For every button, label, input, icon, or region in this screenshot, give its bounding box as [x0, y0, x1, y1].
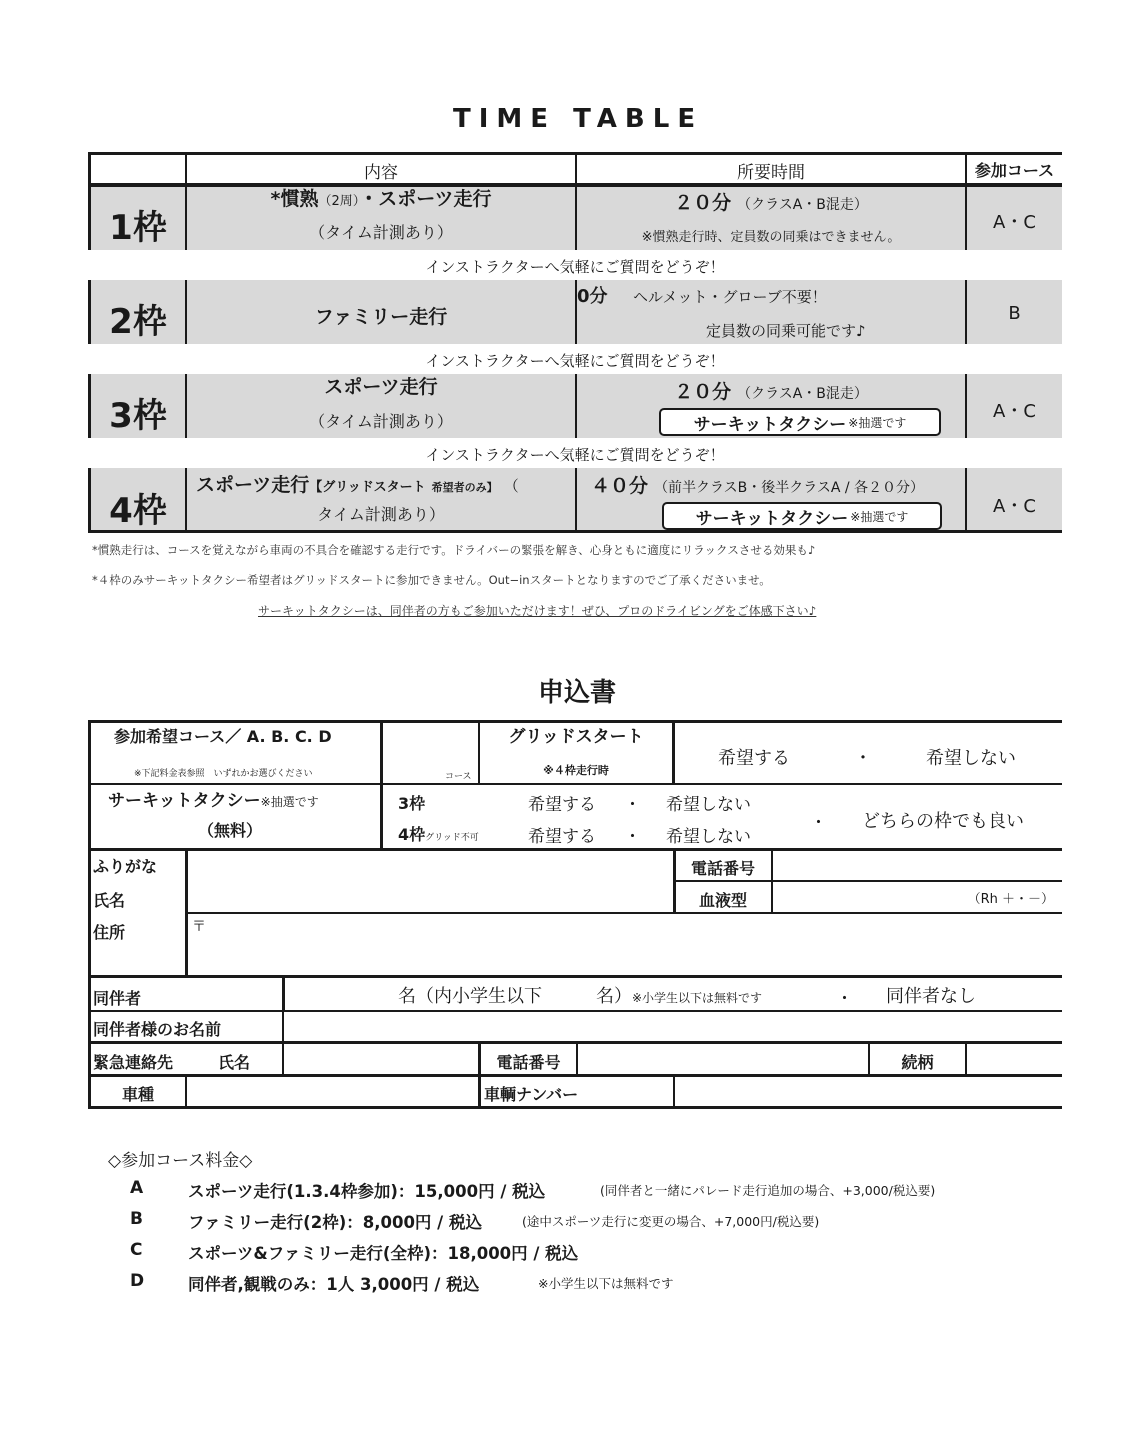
row-1-content-main: *慣熟（2周）・スポーツ走行 [270, 188, 492, 210]
phone-label: 電話番号 [690, 859, 755, 878]
relation-label: 続柄 [901, 1053, 934, 1072]
row-4-content-main: スポーツ走行【グリッドスタート 希望者のみ】 （ [196, 474, 519, 496]
companion-label: 同伴者 [93, 989, 142, 1008]
relation-input[interactable] [967, 1044, 1062, 1074]
fee-text: スポーツ&ファミリー走行(全枠)：18,000円 / 税込 [188, 1244, 579, 1263]
row-4-course: A・C [993, 496, 1036, 517]
taxi-slot4-dot: ・ [624, 827, 641, 847]
fee-text: ファミリー走行(2枠)：8,000円 / 税込 [188, 1213, 482, 1232]
row-3-content-main: スポーツ走行 [324, 376, 438, 398]
row-3-duration: ２０分 （クラスA・B混走） [674, 381, 868, 403]
address-input[interactable] [188, 914, 1062, 975]
row-2-content-main: ファミリー走行 [314, 306, 448, 328]
separator-1: インストラクターへ気軽にご質問をどうぞ！ [425, 258, 725, 276]
separator-3: インストラクターへ気軽にご質問をどうぞ！ [425, 446, 725, 464]
fee-key: A [130, 1178, 144, 1198]
row-3-taxi-badge: サーキットタクシー ※抽選です [659, 408, 941, 436]
course-note: ※下記料金表参照 いずれかお選びください [134, 769, 313, 779]
separator-2: インストラクターへ気軽にご質問をどうぞ！ [425, 352, 725, 370]
row-2-course: B [1008, 303, 1021, 324]
blood-input[interactable] [773, 882, 1062, 912]
timetable-title: TIME TABLE [453, 104, 704, 134]
course-unit: コース [445, 772, 472, 782]
postal-mark: 〒 [192, 919, 206, 935]
taxi-slot3-yes[interactable]: 希望する [528, 795, 596, 815]
phone-input[interactable] [773, 851, 1062, 880]
name-input[interactable] [188, 851, 672, 912]
row-3-course: A・C [993, 401, 1036, 422]
taxi-label-group: サーキットタクシー※抽選です [108, 791, 319, 811]
companion-dot: ・ [836, 989, 853, 1009]
row-1-duration-sub: ※慣熟走行時、定員数の同乗はできません。 [641, 230, 901, 245]
header-content: 内容 [364, 163, 398, 183]
car-number-label: 車輌ナンバー [484, 1085, 579, 1104]
slot-4-label: 4枠 [109, 491, 167, 531]
taxi-slot3-label: 3枠 [398, 794, 426, 813]
slot-3-label: 3枠 [109, 396, 167, 436]
taxi-slot4-no[interactable]: 希望しない [666, 827, 751, 847]
fee-key: C [130, 1240, 143, 1260]
companion-count-input[interactable]: 名（内小学生以下 名）※小学生以下は無料です [398, 986, 763, 1007]
grid-start-label: グリッドスタート [508, 727, 644, 747]
form-title: 申込書 [538, 678, 617, 708]
car-label: 車種 [121, 1085, 154, 1104]
grid-start-note: ※４枠走行時 [543, 764, 609, 777]
car-number-input[interactable] [676, 1077, 1062, 1106]
blood-label: 血液型 [698, 891, 747, 910]
taxi-either-option[interactable]: どちらの枠でも良い [862, 811, 1024, 832]
emergency-label: 緊急連絡先 [93, 1053, 174, 1072]
note-1: *慣熟走行は、コースを覚えながら車両の不具合を確認する走行です。ドライバーの緊張を解き、心身ともに適度にリラックスさせる効果も♪ [92, 543, 816, 557]
application-form [88, 720, 1062, 1110]
slot-2-label: 2枠 [109, 302, 167, 342]
taxi-slot3-no[interactable]: 希望しない [666, 795, 751, 815]
row-1-duration: ２０分 （クラスA・B混走） [674, 192, 868, 214]
timetable [88, 152, 1062, 534]
car-input[interactable] [188, 1077, 478, 1106]
taxi-either-dot: ・ [810, 813, 827, 833]
emergency-name-label: 氏名 [217, 1053, 250, 1072]
row-1-content-sub: （タイム計測あり） [309, 223, 453, 242]
fee-note: (途中スポーツ走行に変更の場合、+7,000円/税込要) [522, 1214, 820, 1229]
emergency-phone-label: 電話番号 [496, 1053, 561, 1072]
note-2: *４枠のみサーキットタクシー希望者はグリッドスタートに参加できません。Out−inスタートとなりますのでご了承くださいませ。 [92, 573, 771, 587]
furigana-label: ふりがな [93, 857, 158, 876]
rh-label: （Rh ＋・－） [967, 892, 1054, 907]
companion-name-input[interactable] [285, 1012, 1062, 1041]
course-label: 参加希望コース／ A. B. C. D [114, 727, 332, 746]
address-label: 住所 [93, 923, 126, 942]
taxi-slot4-label: 4枠グリッド不可 [398, 825, 479, 844]
row-2-duration-sub: 定員数の同乗可能です♪ [706, 322, 866, 340]
taxi-free-label: （無料） [198, 821, 263, 840]
course-input[interactable] [383, 723, 478, 783]
taxi-slot3-dot: ・ [624, 795, 641, 815]
note-3: サーキットタクシーは、同伴者の方もご参加いただけます！ぜひ、プロのドライビングをご体感下さい♪ [258, 604, 817, 618]
slot-1-label: 1枠 [109, 208, 167, 248]
fee-text: スポーツ走行(1.3.4枠参加)：15,000円 / 税込 [188, 1182, 546, 1201]
name-label: 氏名 [93, 891, 126, 910]
companion-none-option[interactable]: 同伴者なし [886, 986, 976, 1007]
fee-key: B [130, 1209, 143, 1229]
row-4-content-sub: タイム計測あり） [317, 505, 445, 524]
row-1-course: A・C [993, 212, 1036, 233]
header-duration: 所要時間 [737, 163, 805, 183]
row-4-duration: ４０分 （前半クラスB・後半クラスA / 各２０分） [591, 475, 925, 497]
fee-note: ※小学生以下は無料です [538, 1276, 674, 1291]
row-2-duration-note: ヘルメット・グローブ不要！ [633, 288, 827, 306]
row-3-content-sub: （タイム計測あり） [309, 412, 453, 431]
grid-separator-dot: ・ [854, 748, 872, 769]
companion-name-label: 同伴者様のお名前 [93, 1020, 222, 1039]
grid-yes-option[interactable]: 希望する [718, 748, 790, 769]
fee-key: D [130, 1271, 145, 1291]
row-4-taxi-badge: サーキットタクシー ※抽選です [662, 502, 942, 530]
fees-title: ◇参加コース料金◇ [108, 1151, 253, 1171]
emergency-phone-input[interactable] [579, 1044, 868, 1074]
fee-note: (同伴者と一緒にパレード走行追加の場合、+3,000/税込要) [600, 1183, 936, 1198]
fee-text: 同伴者,観戦のみ：1人 3,000円 / 税込 [188, 1275, 480, 1294]
header-course: 参加コース [974, 161, 1055, 180]
grid-no-option[interactable]: 希望しない [926, 748, 1016, 769]
row-2-duration-main: 0分 [577, 286, 608, 307]
emergency-name-input[interactable] [285, 1044, 478, 1074]
taxi-slot4-yes[interactable]: 希望する [528, 827, 596, 847]
